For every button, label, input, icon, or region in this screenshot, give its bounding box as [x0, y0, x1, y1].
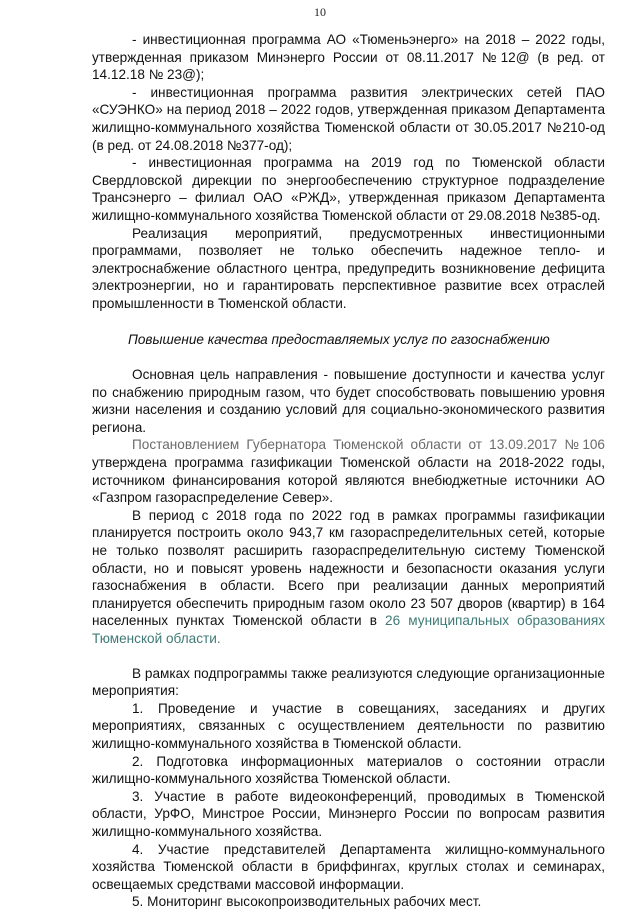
page-number: 10 — [314, 5, 326, 19]
paragraph-spacer — [92, 648, 605, 665]
list-item-information-materials: 2. Подготовка информационных материалов о состоянии отрасли жилищно-коммунального хозяйства Тюменской области. — [92, 753, 605, 787]
paragraph-subprogram-intro: В рамках подпрограммы также реализуются следующие организационные мероприятия: — [92, 665, 605, 699]
list-item-monitoring: 5. Мониторинг высокопроизводительных рабочих мест. — [132, 894, 482, 910]
decree-continuation: утверждена программа газификации Тюменской области на 2018-2022 годы, источником финансирования которой являются внебюджетные источники АО «Газпром газораспределение Север». — [92, 455, 605, 506]
paragraph-implementation: Реализация мероприятий, предусмотренных инвестиционными программами, позволяет не только обеспечить надежное тепло- и электроснабжение областного центра, предупредить возникновение дефицита электроэнергии, но и гарантировать перспективное развитие всех отраслей промышленности в Тюменской области. — [92, 225, 605, 311]
page-content — [92, 31, 605, 911]
list-item-meetings: 1. Проведение и участие в совещаниях, заседаниях и других мероприятиях, связанных с осуществлением деятельности по развитию жилищно-коммунального хозяйства в Тюменской области. — [92, 700, 605, 751]
list-item-videoconferences: 3. Участие в работе видеоконференций, проводимых в Тюменской области, УрФО, Минстрое России, Минэнерго России по вопросам развития жилищно-коммунального хозяйства. — [92, 788, 605, 839]
paragraph-suenko-program: - инвестиционная программа развития электрических сетей ПАО «СУЭНКО» на период 2018 – 2022 годов, утвержденная приказом Департамента жилищно-коммунального хозяйства Тюменской области от 30.05.2017 №210-од (в ред. от 24.08.2018 №377-од); — [92, 84, 605, 153]
paragraph-gas-plan — [92, 507, 605, 648]
list-item-briefings: 4. Участие представителей Департамента жилищно-коммунального хозяйства Тюменской области в бриффингах, круглых столах и семинарах, освещаемых средствами массовой информации. — [92, 841, 605, 892]
paragraph-tyumenenergo-program: - инвестиционная программа АО «Тюменьэнерго» на 2018 – 2022 годы, утвержденная приказом Минэнерго России от 08.11.2017 №12@ (в ред. от 14.12.18 № 23@); — [92, 32, 605, 83]
paragraph-gas-program — [92, 436, 605, 506]
paragraph-rzd-program: - инвестиционная программа на 2019 год по Тюменской области Свердловской дирекции по энергообеспечению структурное подразделение Трансэнерго – филиал ОАО «РЖД», утвержденная приказом Департамента жилищно-коммунального хозяйства Тюменской области от 29.08.2018 №385-од. — [92, 155, 605, 223]
gas-plan-text: В период с 2018 года по 2022 год в рамках программы газификации планируется построить около 943,7 км газораспределительных сетей, которые не только позволят расширить газораспределительную систему Тюменской области, но и повысят уровень надежности и безопасности оказания услуги газоснабжения в области. Всего при реализации данных мероприятий планируется обеспечить природным газом около 23 507 дворов (квартир) в 164 населенных пунктах Тюменской области в — [92, 507, 605, 629]
municipalities-reference: 26 муниципальных образованиях Тюменской области. — [92, 613, 605, 646]
section-heading: Повышение качества предоставляемых услуг по газоснабжению — [128, 331, 550, 347]
paragraph-gas-goal: Основная цель направления - повышение доступности и качества услуг по снабжению природным газом, что будет способствовать повышению уровня жизни населения и созданию условий для социально-экономического развития региона. — [92, 367, 605, 435]
decree-reference: Постановлением Губернатора Тюменской области от 13.09.2017 №106 — [132, 437, 605, 453]
